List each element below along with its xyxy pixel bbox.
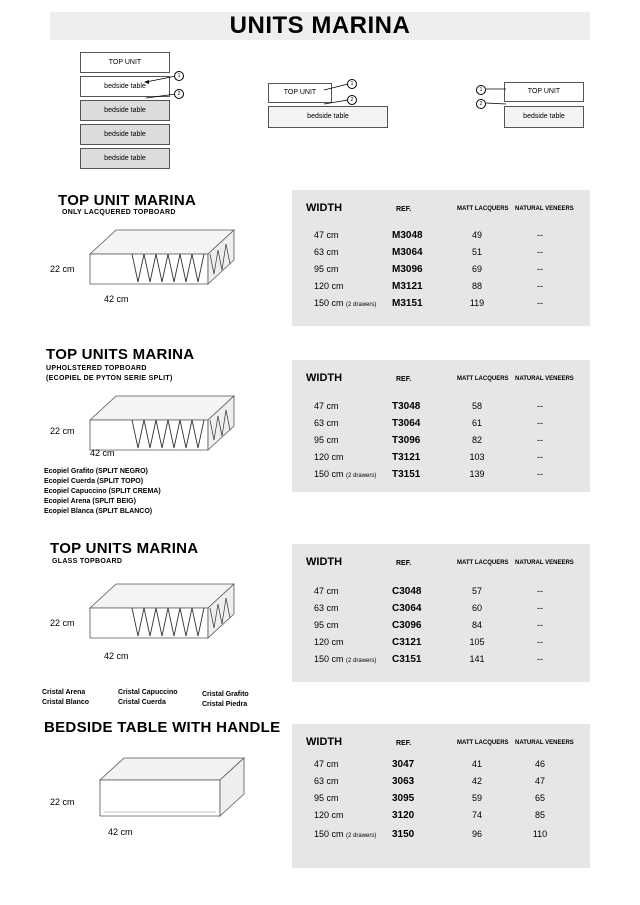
ref-cell: M3096 [392, 264, 423, 275]
right-callout-2: 2 [476, 99, 486, 109]
matt-cell: 103 [469, 452, 485, 462]
natural-cell: 47 [534, 776, 545, 786]
finish-item: Cristal Blanco [42, 699, 90, 706]
width-cell: 95 cm [314, 264, 339, 274]
width-note: (2 drawers) [346, 833, 377, 839]
width-cell [314, 298, 376, 308]
ref-cell: C3151 [392, 654, 422, 665]
matt-cell: 61 [471, 418, 482, 428]
section-4-depth: 42 cm [108, 827, 133, 837]
matt-cell: 42 [471, 776, 482, 786]
natural-cell: 46 [534, 759, 545, 769]
matt-cell: 51 [471, 247, 482, 257]
finish-item: Cristal Capuccino [118, 689, 178, 696]
finish-item: Ecopiel Arena (SPLIT BEIG) [44, 498, 136, 505]
section-4-price-panel [292, 724, 590, 868]
ref-cell: C3048 [392, 586, 422, 597]
section-2-height: 22 cm [50, 426, 75, 436]
section-1-drawing [88, 224, 238, 288]
col-matt-header: MATT LACQUERS [457, 740, 509, 746]
matt-cell: 49 [471, 230, 482, 240]
natural-cell: -- [537, 401, 543, 411]
width-cell: 95 cm [314, 620, 339, 630]
ref-cell: C3096 [392, 620, 422, 631]
natural-cell: -- [537, 418, 543, 428]
natural-cell: -- [537, 247, 543, 257]
table-row [292, 418, 590, 435]
col-width-header: WIDTH [306, 736, 343, 748]
section-1-subtitle: ONLY LACQUERED TOPBOARD [62, 209, 176, 216]
col-width-header: WIDTH [306, 372, 343, 384]
section-1-height: 22 cm [50, 264, 75, 274]
table-row [292, 637, 590, 654]
ref-cell: 3150 [392, 829, 415, 840]
finish-item: Ecopiel Grafito (SPLIT NEGRO) [44, 468, 148, 475]
matt-cell: 96 [471, 829, 482, 839]
section-1-depth: 42 cm [104, 294, 129, 304]
callout-2: 2 [174, 89, 184, 99]
section-2-depth: 42 cm [90, 448, 115, 458]
col-width-header: WIDTH [306, 202, 343, 214]
width-value: 150 cm [314, 654, 344, 664]
natural-cell: 85 [534, 810, 545, 820]
width-cell [314, 469, 376, 479]
ref-cell: 3120 [392, 810, 415, 821]
ref-cell: 3095 [392, 793, 415, 804]
natural-cell: -- [537, 603, 543, 613]
width-cell [314, 829, 376, 839]
natural-cell: -- [537, 654, 543, 664]
col-ref-header: REF. [396, 376, 412, 383]
ref-cell: M3121 [392, 281, 423, 292]
width-cell: 47 cm [314, 401, 339, 411]
section-1-price-panel [292, 190, 590, 326]
matt-cell: 82 [471, 435, 482, 445]
table-row [292, 586, 590, 603]
width-cell: 95 cm [314, 793, 339, 803]
section-4-title: BEDSIDE TABLE WITH HANDLE [44, 719, 281, 736]
section-2-subtitle-2: (ECOPIEL DE PYTON SERIE SPLIT) [46, 375, 173, 382]
col-matt-header: MATT LACQUERS [457, 376, 509, 382]
right-top-unit: TOP UNIT [504, 82, 584, 102]
ref-cell: T3048 [392, 401, 421, 412]
matt-cell: 84 [471, 620, 482, 630]
finish-item: Ecopiel Cuerda (SPLIT TOPO) [44, 478, 144, 485]
matt-cell: 105 [469, 637, 485, 647]
ref-cell: M3048 [392, 230, 423, 241]
table-row [292, 264, 590, 281]
natural-cell: -- [537, 637, 543, 647]
matt-cell: 141 [469, 654, 485, 664]
section-3-subtitle: GLASS TOPBOARD [52, 558, 123, 565]
matt-cell: 57 [471, 586, 482, 596]
matt-cell: 119 [469, 298, 485, 308]
matt-cell: 60 [471, 603, 482, 613]
width-cell: 63 cm [314, 776, 339, 786]
table-row [292, 829, 590, 846]
width-cell: 120 cm [314, 281, 344, 291]
section-2-price-panel [292, 360, 590, 492]
finish-item: Cristal Grafito [202, 691, 249, 698]
ref-cell: T3096 [392, 435, 421, 446]
col-matt-header: MATT LACQUERS [457, 206, 509, 212]
section-3-price-panel [292, 544, 590, 682]
width-note: (2 drawers) [346, 658, 377, 664]
width-cell: 120 cm [314, 810, 344, 820]
stack-bedside-2: bedside table [80, 100, 170, 121]
mid-top-unit: TOP UNIT [268, 83, 332, 103]
stack-bedside-1: bedside table [80, 76, 170, 97]
col-ref-header: REF. [396, 740, 412, 747]
table-row [292, 281, 590, 298]
finish-item: Cristal Piedra [202, 701, 248, 708]
col-width-header: WIDTH [306, 556, 343, 568]
width-note: (2 drawers) [346, 302, 377, 308]
ref-cell: T3151 [392, 469, 421, 480]
width-cell: 95 cm [314, 435, 339, 445]
width-value: 150 cm [314, 298, 344, 308]
stack-bedside-4: bedside table [80, 148, 170, 169]
width-value: 150 cm [314, 829, 344, 839]
table-row [292, 401, 590, 418]
section-2-subtitle-1: UPHOLSTERED TOPBOARD [46, 365, 147, 372]
width-note: (2 drawers) [346, 473, 377, 479]
mid-bedside: bedside table [268, 106, 388, 128]
col-natural-header: NATURAL VENEERS [515, 206, 574, 212]
section-3-depth: 42 cm [104, 651, 129, 661]
section-3-drawing [88, 578, 238, 642]
matt-cell: 41 [471, 759, 482, 769]
natural-cell: -- [537, 264, 543, 274]
col-ref-header: REF. [396, 206, 412, 213]
ref-cell: 3063 [392, 776, 415, 787]
width-cell: 120 cm [314, 637, 344, 647]
table-row [292, 452, 590, 469]
finish-item: Cristal Cuerda [118, 699, 166, 706]
col-natural-header: NATURAL VENEERS [515, 376, 574, 382]
table-row [292, 776, 590, 793]
natural-cell: -- [537, 586, 543, 596]
width-cell: 63 cm [314, 247, 339, 257]
section-2-finishes [44, 467, 161, 517]
matt-cell: 59 [471, 793, 482, 803]
table-row [292, 810, 590, 827]
matt-cell: 139 [469, 469, 485, 479]
table-row [292, 620, 590, 637]
right-bedside: bedside table [504, 106, 584, 128]
natural-cell: -- [537, 469, 543, 479]
natural-cell: -- [537, 298, 543, 308]
section-4-height: 22 cm [50, 797, 75, 807]
ref-cell: M3064 [392, 247, 423, 258]
matt-cell: 88 [471, 281, 482, 291]
col-matt-header: MATT LACQUERS [457, 560, 509, 566]
col-ref-header: REF. [396, 560, 412, 567]
ref-cell: C3064 [392, 603, 422, 614]
section-3-height: 22 cm [50, 618, 75, 628]
table-row [292, 654, 590, 671]
table-row [292, 230, 590, 247]
width-cell: 47 cm [314, 586, 339, 596]
section-2-drawing [88, 390, 238, 454]
table-row [292, 435, 590, 452]
stack-top-unit: TOP UNIT [80, 52, 170, 73]
width-cell: 120 cm [314, 452, 344, 462]
section-4-drawing [98, 752, 248, 822]
width-cell: 47 cm [314, 759, 339, 769]
table-row [292, 759, 590, 776]
width-cell [314, 654, 376, 664]
table-row [292, 247, 590, 264]
finish-item: Ecopiel Blanca (SPLIT BLANCO) [44, 508, 153, 515]
matt-cell: 58 [471, 401, 482, 411]
section-3-finishes-col-3 [202, 690, 249, 710]
width-cell: 63 cm [314, 418, 339, 428]
width-value: 150 cm [314, 469, 344, 479]
callout-1: 1 [174, 71, 184, 81]
ref-cell: T3121 [392, 452, 421, 463]
matt-cell: 74 [471, 810, 482, 820]
natural-cell: -- [537, 435, 543, 445]
natural-cell: -- [537, 620, 543, 630]
right-callout-1: 1 [476, 85, 486, 95]
section-3-finishes-col-1 [42, 688, 89, 708]
table-row [292, 603, 590, 620]
page-title: UNITS MARINA [50, 12, 590, 40]
natural-cell: -- [537, 452, 543, 462]
section-2-title: TOP UNITS MARINA [46, 346, 195, 363]
ref-cell: T3064 [392, 418, 421, 429]
finish-item: Ecopiel Capuccino (SPLIT CREMA) [44, 488, 161, 495]
matt-cell: 69 [471, 264, 482, 274]
natural-cell: -- [537, 230, 543, 240]
natural-cell: 65 [534, 793, 545, 803]
section-3-finishes-col-2 [118, 688, 178, 708]
section-3-title: TOP UNITS MARINA [50, 540, 199, 557]
ref-cell: C3121 [392, 637, 422, 648]
mid-callout-2: 2 [347, 95, 357, 105]
natural-cell: -- [537, 281, 543, 291]
width-cell: 47 cm [314, 230, 339, 240]
table-row [292, 793, 590, 810]
width-cell: 63 cm [314, 603, 339, 613]
finish-item: Cristal Arena [42, 689, 86, 696]
col-natural-header: NATURAL VENEERS [515, 560, 574, 566]
section-1-title: TOP UNIT MARINA [58, 192, 197, 209]
mid-callout-1: 1 [347, 79, 357, 89]
table-row [292, 298, 590, 315]
natural-cell: 110 [532, 829, 548, 839]
ref-cell: 3047 [392, 759, 415, 770]
ref-cell: M3151 [392, 298, 423, 309]
table-row [292, 469, 590, 486]
stack-bedside-3: bedside table [80, 124, 170, 145]
col-natural-header: NATURAL VENEERS [515, 740, 574, 746]
